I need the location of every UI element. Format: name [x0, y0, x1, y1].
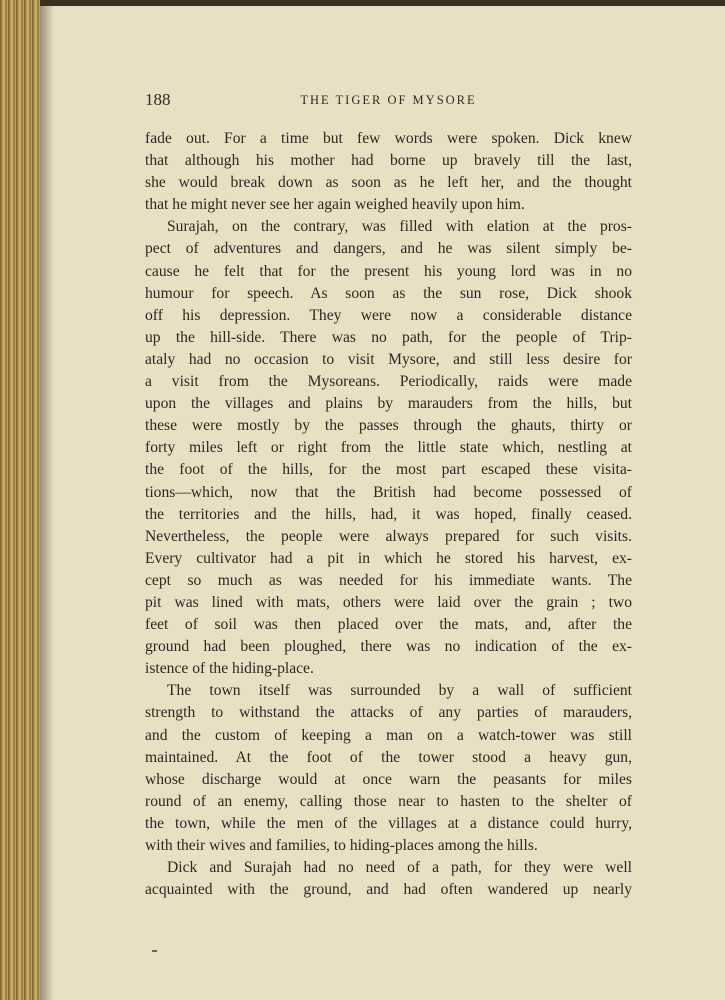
body-text [145, 128, 632, 901]
text-line: humour for speech. As soon as the sun rose, Dick shook [145, 284, 632, 302]
text-line: Surajah, on the contrary, was filled with elation at the pros- [167, 218, 632, 236]
book-spine-edge [0, 0, 40, 1000]
page-header [145, 90, 632, 116]
text-line: Every cultivator had a pit in which he stored his harvest, ex- [145, 549, 632, 567]
text-line: with their wives and families, to hiding-places among the hills. [145, 837, 538, 854]
page-number: 188 [145, 90, 171, 109]
text-line: off his depression. They were now a considerable distance [145, 306, 632, 324]
text-line: cause he felt that for the present his young lord was in no [145, 262, 632, 280]
text-line: the town, while the men of the villages at a distance could hurry, [145, 814, 632, 832]
text-line: maintained. At the foot of the tower stood a heavy gun, [145, 748, 632, 766]
text-line: she would break down as soon as he left her, and the thought [145, 174, 632, 192]
text-line: cept so much as was needed for his immediate wants. The [145, 571, 632, 589]
text-line: The town itself was surrounded by a wall of sufficient [167, 682, 632, 700]
text-line: and the custom of keeping a man on a watch-tower was still [145, 726, 632, 744]
text-line: pit was lined with mats, others were laid over the grain ; two [145, 593, 632, 611]
gutter-shadow [40, 0, 54, 1000]
text-line: ground had been ploughed, there was no indication of the ex- [145, 638, 632, 656]
text-line: these were mostly by the passes through the ghauts, thirty or [145, 417, 632, 435]
text-line: feet of soil was then placed over the mats, and, after the [145, 616, 632, 634]
text-line: that although his mother had borne up bravely till the last, [145, 152, 632, 170]
stray-mark [152, 950, 157, 952]
running-title: THE TIGER OF MYSORE [300, 93, 477, 107]
text-line: Dick and Surajah had no need of a path, for they were well [167, 859, 632, 877]
text-line: strength to withstand the attacks of any parties of marauders, [145, 704, 632, 722]
text-line: upon the villages and plains by marauders from the hills, but [145, 395, 632, 413]
page-top-edge [0, 0, 725, 6]
text-line: whose discharge would at once warn the peasants for miles [145, 770, 632, 788]
text-line: Nevertheless, the people were always prepared for such visits. [145, 527, 632, 545]
text-line: that he might never see her again weighed heavily upon him. [145, 196, 525, 214]
text-line: forty miles left or right from the little state which, nestling at [145, 439, 632, 457]
text-line: tions—which, now that the British had become possessed of [145, 483, 632, 501]
text-line: ataly had no occasion to visit Mysore, and still less desire for [145, 350, 632, 368]
text-line: acquainted with the ground, and had often wandered up nearly [145, 881, 632, 899]
text-line: the foot of the hills, for the most part escaped these visita- [145, 461, 632, 479]
text-line: istence of the hiding-place. [145, 660, 314, 678]
text-line: a visit from the Mysoreans. Periodically, raids were made [145, 373, 632, 391]
text-line: pect of adventures and dangers, and he was silent simply be- [145, 240, 632, 258]
text-line: fade out. For a time but few words were spoken. Dick knew [145, 130, 632, 147]
text-line: round of an enemy, calling those near to hasten to the shelter of [145, 792, 632, 810]
text-line: up the hill-side. There was no path, for the people of Trip- [145, 328, 632, 346]
text-line: the territories and the hills, had, it was hoped, finally ceased. [145, 505, 632, 523]
